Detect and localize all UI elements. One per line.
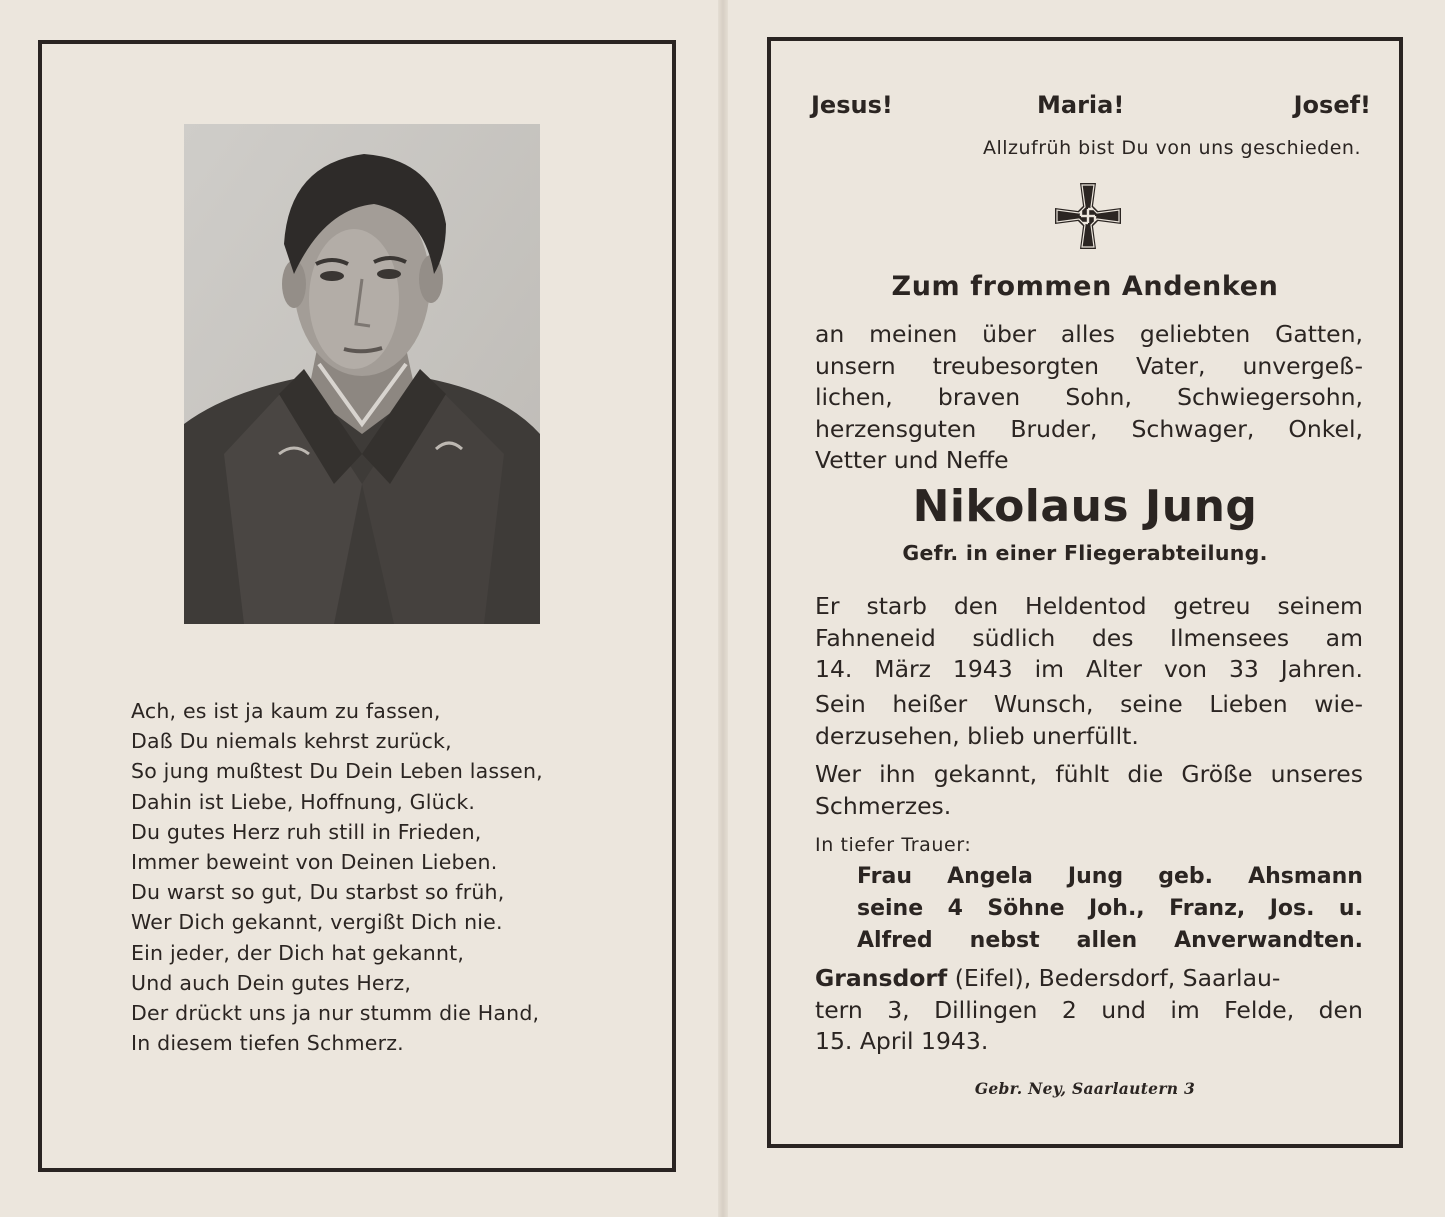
wish-line-text: derzusehen, blieb unerfüllt. (815, 721, 1139, 750)
word: unseres (1270, 760, 1363, 788)
grief-line (815, 759, 1363, 791)
intro-line (815, 445, 1363, 477)
word: u. (1338, 896, 1363, 921)
iron-cross-icon (1053, 181, 1123, 251)
word: wie- (1314, 690, 1363, 718)
death-line (815, 591, 1363, 623)
word: Jahren. (1280, 655, 1363, 683)
word: ihn (879, 760, 916, 788)
intro-text (815, 319, 1363, 477)
word: Ilmensees (1170, 623, 1290, 652)
word: Dillingen (934, 995, 1038, 1024)
word: seine (1120, 690, 1183, 718)
word: lichen, (815, 383, 893, 411)
poem-line: Daß Du niemals kehrst zurück, (131, 729, 452, 754)
word: fühlt (1055, 760, 1110, 788)
word: über (982, 320, 1037, 348)
word: Sohn, (1065, 383, 1132, 411)
word: im (1034, 655, 1065, 683)
place-line (815, 1026, 1363, 1058)
word: Wer (815, 760, 861, 788)
poem-line: Immer beweint von Deinen Lieben. (131, 850, 498, 875)
word: März (874, 655, 931, 683)
word: seinem (1277, 592, 1363, 620)
intro-line (815, 319, 1363, 351)
word: Alter (1085, 655, 1142, 683)
word: des (1091, 623, 1134, 652)
word: Jung (1067, 864, 1124, 889)
word: an (815, 320, 845, 348)
word: Bruder, (1010, 414, 1098, 443)
word: den (953, 592, 999, 620)
word: unsern (815, 351, 896, 380)
word: am (1325, 623, 1363, 652)
word: und (1101, 995, 1146, 1024)
death-line (815, 623, 1363, 655)
death-line (815, 654, 1363, 686)
word: Franz, (1169, 896, 1246, 921)
word: treubesorgten (932, 351, 1100, 380)
poem-line: Ach, es ist ja kaum zu fassen, (131, 699, 441, 723)
mourner-line (857, 925, 1363, 957)
word: Schwager, (1131, 414, 1255, 443)
exclamation-jesus: Jesus! (811, 91, 893, 119)
word: Sein (815, 690, 866, 718)
word: Fahneneid (815, 623, 936, 652)
intro-line-text: Vetter und Neffe (815, 446, 1009, 474)
poem-line: Dahin ist Liebe, Hoffnung, Glück. (131, 789, 476, 814)
place-date-text (815, 963, 1363, 1058)
intro-line (815, 382, 1363, 414)
word: starb (866, 592, 927, 620)
poem-line: Wer Dich gekannt, vergißt Dich nie. (131, 910, 503, 935)
word: Jos. (1269, 896, 1315, 921)
word: 1943 (952, 655, 1013, 683)
word: tern (815, 995, 863, 1024)
wish-line (815, 689, 1363, 721)
word: 4 (947, 896, 963, 921)
card-fold (718, 0, 728, 1217)
word: 3, (887, 995, 910, 1024)
place-bold: Gransdorf (815, 964, 948, 992)
place-line (815, 995, 1363, 1027)
exclamation-maria: Maria! (1037, 91, 1125, 119)
word: Vater, (1136, 351, 1206, 380)
word: Onkel, (1288, 414, 1363, 443)
word: Größe (1181, 760, 1253, 788)
poem-line: Ein jeder, der Dich hat gekannt, (131, 940, 465, 965)
poem-line: So jung mußtest Du Dein Leben lassen, (131, 759, 543, 784)
word: alles (1060, 320, 1116, 348)
word: Felde, (1224, 995, 1295, 1024)
word: geb. (1158, 864, 1214, 889)
place-rest: (Eifel), Bedersdorf, Saarlau- (954, 964, 1281, 992)
exclamation-josef: Josef! (1293, 91, 1371, 119)
word: allen (1076, 928, 1138, 953)
place-line (815, 963, 1363, 995)
poem-line: In diesem tiefen Schmerz. (131, 1031, 404, 1056)
mourning-label: In tiefer Trauer: (815, 834, 972, 856)
word: 33 (1228, 655, 1259, 683)
word: braven (937, 383, 1021, 411)
mourners-list (857, 861, 1363, 957)
word: Anverwandten. (1174, 928, 1363, 953)
mourner-line (857, 893, 1363, 925)
word: von (1163, 655, 1208, 683)
right-panel (767, 37, 1403, 1148)
wish-line (815, 721, 1363, 753)
wish-text (815, 689, 1363, 752)
word: Frau (857, 864, 912, 889)
place-line-text: 15. April 1943. (815, 1027, 989, 1055)
intro-line (815, 414, 1363, 446)
word: Angela (947, 864, 1033, 889)
word: südlich (972, 623, 1056, 652)
place-line-text (815, 963, 1280, 995)
word: geliebten (1139, 320, 1251, 348)
death-text (815, 591, 1363, 686)
word: Er (815, 592, 840, 620)
poem-line: Der drückt uns ja nur stumm die Hand, (131, 1001, 540, 1026)
word: Heldentod (1025, 592, 1147, 620)
word: getreu (1173, 592, 1251, 620)
word: 2 (1061, 995, 1077, 1024)
word: 14. (815, 655, 853, 683)
word: herzensguten (815, 414, 977, 443)
word: Ahsmann (1248, 864, 1363, 889)
grief-text (815, 759, 1363, 822)
word: meinen (869, 320, 958, 348)
word: Söhne (987, 896, 1065, 921)
word: gekannt, (933, 760, 1038, 788)
deceased-name: Nikolaus Jung (912, 481, 1258, 532)
memorial-heading: Zum frommen Andenken (891, 271, 1279, 302)
word: Alfred (857, 928, 933, 953)
intro-line (815, 351, 1363, 383)
poem-line: Und auch Dein gutes Herz, (131, 970, 412, 995)
deceased-rank: Gefr. in einer Fliegerabteilung. (902, 541, 1268, 565)
word: Joh., (1088, 896, 1145, 921)
word: heißer (892, 690, 968, 718)
word: den (1318, 995, 1363, 1024)
exclamation-row (811, 91, 1371, 125)
memorial-poem (131, 696, 651, 1058)
mourner-line (857, 861, 1363, 893)
word: unvergeß- (1242, 351, 1363, 380)
word: die (1127, 760, 1164, 788)
poem-line: Du gutes Herz ruh still in Frieden, (131, 819, 482, 844)
subline: Allzufrüh bist Du von uns geschieden. (982, 137, 1361, 159)
word: seine (857, 896, 924, 921)
grief-line-text: Schmerzes. (815, 791, 952, 820)
word: nebst (969, 928, 1040, 953)
word: Lieben (1209, 690, 1288, 718)
printer-credit: Gebr. Ney, Saarlautern 3 (974, 1079, 1196, 1098)
word: Gatten, (1275, 320, 1363, 348)
word: im (1170, 995, 1200, 1024)
grief-line (815, 791, 1363, 823)
poem-line: Du warst so gut, Du starbst so früh, (131, 880, 505, 905)
portrait-photo (184, 124, 540, 624)
word: Schwiegersohn, (1177, 383, 1363, 411)
left-panel (38, 40, 676, 1172)
word: Wunsch, (993, 690, 1094, 718)
